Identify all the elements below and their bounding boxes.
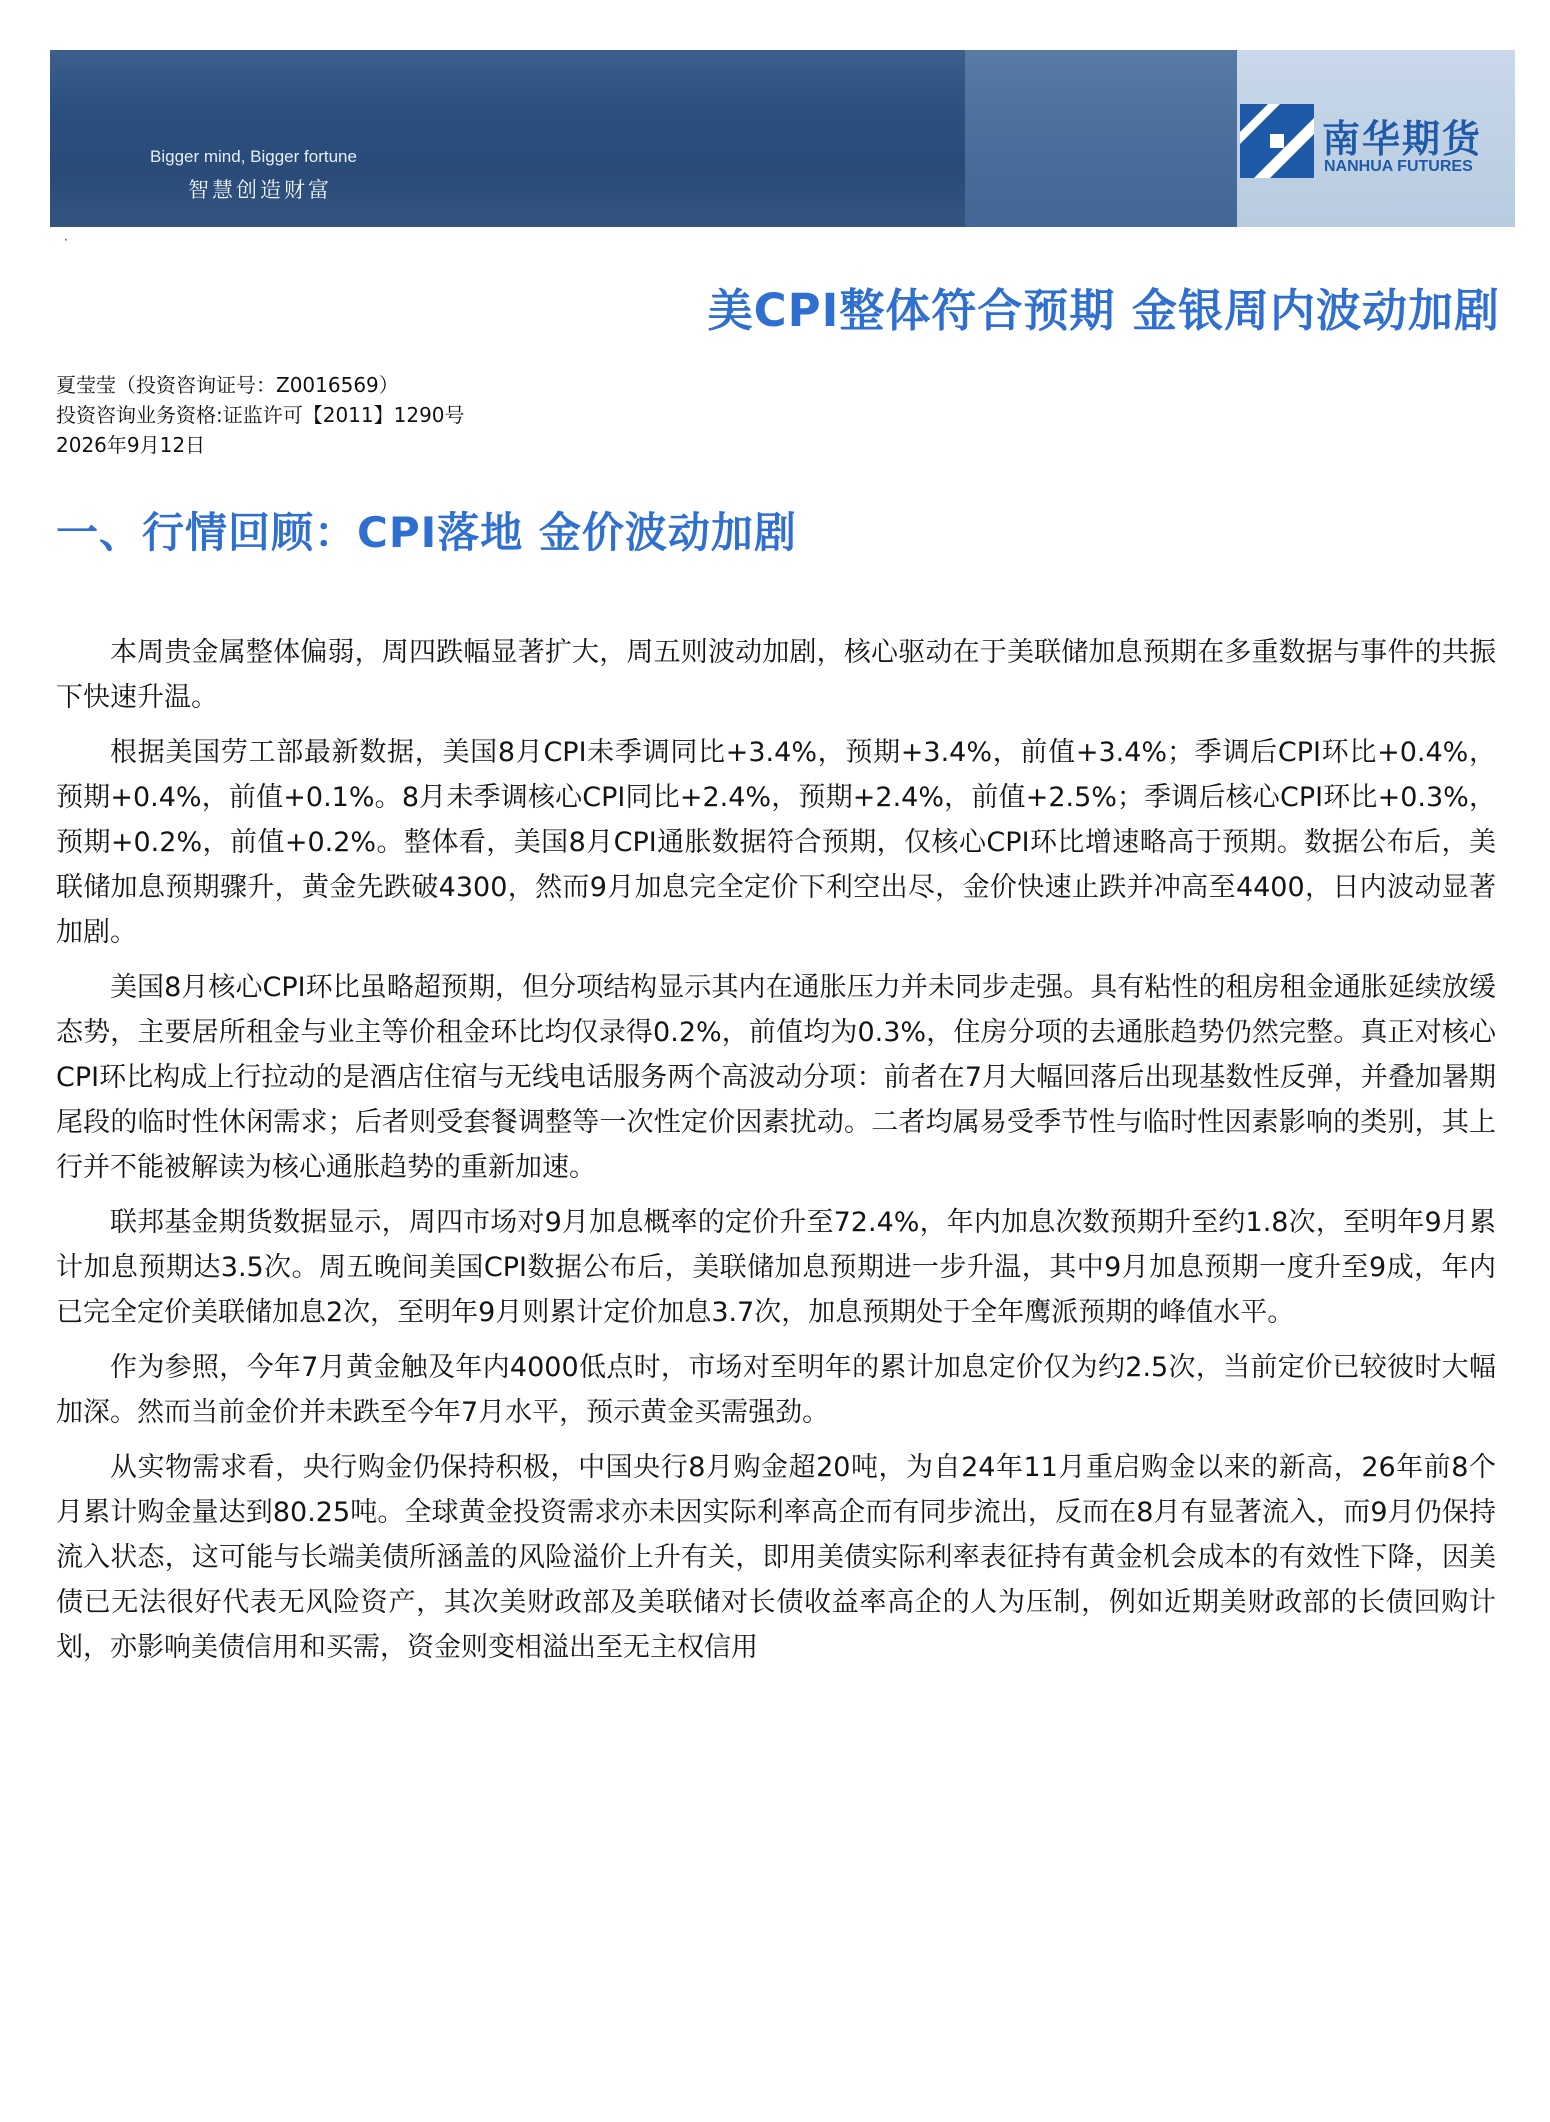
- slogan-chinese: 智慧创造财富: [188, 178, 332, 202]
- paragraph: 作为参照，今年7月黄金触及年内4000低点时，市场对至明年的累计加息定价仅为约2.5次，当前定价已较彼时大幅加深。然而当前金价并未跌至今年7月水平，预示黄金买需强劲。: [56, 1352, 1496, 1428]
- paragraph: 本周贵金属整体偏弱，周四跌幅显著扩大，周五则波动加剧，核心驱动在于美联储加息预期在多重数据与事件的共振下快速升温。: [56, 637, 1496, 713]
- paragraph: 美国8月核心CPI环比虽略超预期，但分项结构显示其内在通胀压力并未同步走强。具有粘性的租房租金通胀延续放缓态势，主要居所租金与业主等价租金环比均仅录得0.2%，前值均为0.3%，住房分项的去通胀趋势仍然完整。真正对核心CPI环比构成上行拉动的是酒店住宿与无线电话服务两个高波动分项：前者在7月大幅回落后出现基数性反弹，并叠加暑期尾段的临时性休闲需求；后者则受套餐调整等一次性定价因素扰动。二者均属易受季节性与临时性因素影响的类别，其上行并不能被解读为核心通胀趋势的重新加速。: [56, 972, 1496, 1183]
- company-logo: [1220, 100, 1510, 180]
- paragraph: 从实物需求看，央行购金仍保持积极，中国央行8月购金超20吨，为自24年11月重启购金以来的新高，26年前8个月累计购金量达到80.25吨。全球黄金投资需求亦未因实际利率高企而有同步流出，反而在8月有显著流入，而9月仍保持流入状态，这可能与长端美债所涵盖的风险溢价上升有关，即用美债实际利率表征持有黄金机会成本的有效性下降，因美债已无法很好代表无风险资产，其次美财政部及美联储对长债收益率高企的人为压制，例如近期美财政部的长债回购计划，亦影响美债信用和买需，资金则变相溢出至无主权信用: [56, 1452, 1496, 1663]
- page-marker: ·: [64, 233, 68, 247]
- nanhua-logo-icon: [1240, 104, 1314, 178]
- banner-band: [965, 50, 1237, 227]
- header-banner: [50, 50, 1515, 227]
- slogan-english: Bigger mind, Bigger fortune: [150, 147, 357, 166]
- qualification-line: 投资咨询业务资格:证监许可【2011】1290号: [56, 403, 465, 427]
- section-body: [56, 630, 1496, 1680]
- logo-text-chinese: 南华期货: [1322, 117, 1483, 161]
- author-line: 夏莹莹（投资咨询证号：Z0016569）: [56, 373, 399, 397]
- report-date: 2026年9月12日: [56, 433, 206, 457]
- section-heading: 一、行情回顾：CPI落地 金价波动加剧: [56, 508, 797, 557]
- logo-text-english: NANHUA FUTURES: [1324, 158, 1473, 175]
- report-meta: [56, 370, 465, 460]
- paragraph: 根据美国劳工部最新数据，美国8月CPI未季调同比+3.4%，预期+3.4%，前值+3.4%；季调后CPI环比+0.4%，预期+0.4%，前值+0.1%。8月未季调核心CPI同比+2.4%，预期+2.4%，前值+2.5%；季调后核心CPI环比+0.3%，预期+0.2%，前值+0.2%。整体看，美国8月CPI通胀数据符合预期，仅核心CPI环比增速略高于预期。数据公布后，美联储加息预期骤升，黄金先跌破4300，然而9月加息完全定价下利空出尽，金价快速止跌并冲高至4400，日内波动显著加剧。: [56, 737, 1496, 948]
- paragraph: 联邦基金期货数据显示，周四市场对9月加息概率的定价升至72.4%，年内加息次数预期升至约1.8次，至明年9月累计加息预期达3.5次。周五晚间美国CPI数据公布后，美联储加息预期进一步升温，其中9月加息预期一度升至9成，年内已完全定价美联储加息2次，至明年9月则累计定价加息3.7次，加息预期处于全年鹰派预期的峰值水平。: [56, 1207, 1496, 1328]
- report-title: 美CPI整体符合预期 金银周内波动加剧: [707, 284, 1500, 337]
